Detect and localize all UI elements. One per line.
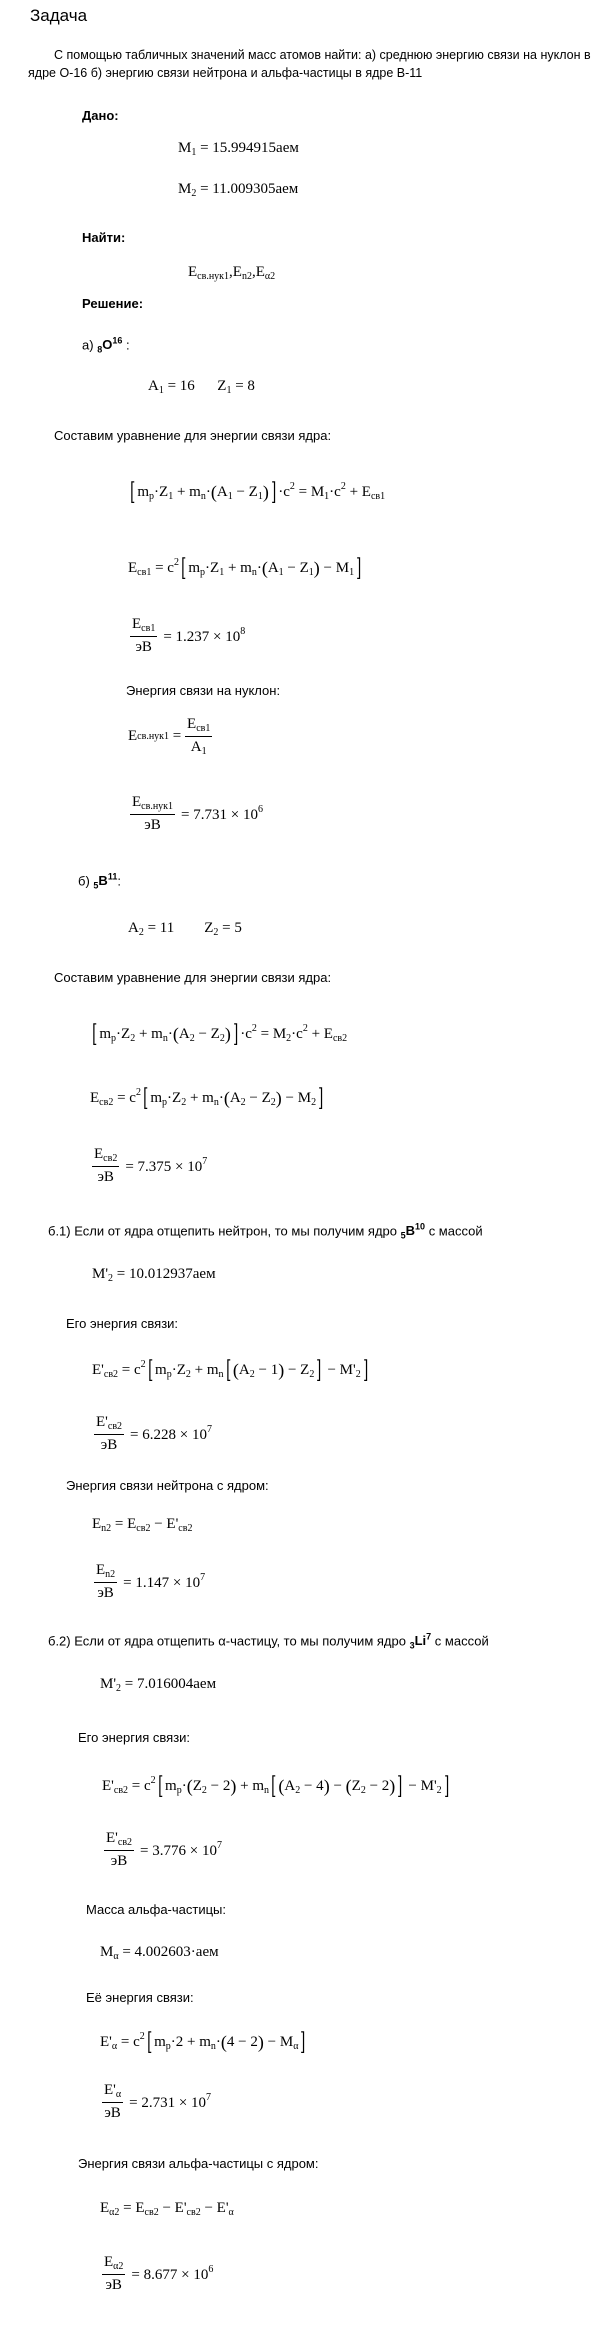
part-b-label: б) $_5B^{11}$: (78, 872, 121, 891)
part-b-mass-charge: $A_2 = 11$ $Z_2 = 5$ (128, 920, 242, 938)
given-mass-1: $M_1 = 15.994915аем$ (178, 140, 299, 158)
part-a-equation-2: $E_{св1} = c^2$[ $m_p\cdot Z_1 + m_n\cdot(A_1 - Z_1) - M_1$] (128, 554, 362, 582)
part-b-equation-2: $E_{св2} = c^2$[ $m_p\cdot Z_2 + m_n\cdot(A_2 - Z_2) - M_2$] (90, 1084, 324, 1112)
alpha-equation: $E'_\alpha = c^2$[ $m_p\cdot 2 + m_n\cdot(4 - 2) - M_\alpha$] (100, 2028, 306, 2056)
alpha-energy-label: Её энергия связи: (86, 1990, 194, 2005)
nucleus-b10: $_5B^{10}$ (400, 1222, 426, 1241)
part-a-mass-charge: $A_1 = 16$ $Z_1 = 8$ (148, 378, 255, 396)
find-expression: $E_{св.нук1},E_{n2},E_{\alpha 2}$ (188, 264, 276, 282)
per-nucleon-label: Энергия связи на нуклон: (126, 683, 281, 698)
part-b1-text: б.1) Если от ядра отщепить нейтрон, то мы получим ядро $_5B^{10}$ с массой (48, 1222, 483, 1241)
part-b1-result-2: $\frac{E_{n2}}{эВ}$ = $1.147 \times 10^7$ (96, 1562, 206, 1601)
part-b-equation-label: Составим уравнение для энергии связи ядра: (54, 970, 332, 985)
part-b2-equation: $E'_{св2} = c^2$[ $m_p\cdot(Z_2 - 2) + m_n$[ $(A_2 - 4) - (Z_2 - 2)] - M'_2$] (102, 1772, 449, 1800)
alpha-bind-result: $\frac{E_{\alpha 2}}{эВ}$ = $8.677 \times 10^6$ (104, 2254, 214, 2293)
part-b1-equation: $E'_{св2} = c^2$[ $m_p\cdot Z_2 + m_n$[ $(A_2 - 1) - Z_2] - M'_2$] (92, 1356, 368, 1384)
part-b2-text: б.2) Если от ядра отщепить α-частицу, то мы получим ядро $_3Li^7$ с массой (48, 1632, 489, 1651)
part-a-result-2: $\frac{E_{св.нук1}}{эВ}$ = $7.731 \times 10^6$ (132, 794, 263, 833)
given-mass-2: $M_2 = 11.009305аем$ (178, 181, 299, 199)
alpha-mass-label: Масса альфа-частицы: (86, 1902, 227, 1917)
page-title: Задача (30, 6, 88, 25)
nucleus-b11: $_5B^{11}$ (93, 872, 118, 891)
part-b1-energy-label: Его энергия связи: (66, 1316, 179, 1331)
solution-header: Решение: (82, 296, 144, 311)
part-a-label: а) $_8O^{16}$ : (82, 336, 130, 355)
part-b1-equation-neutron: $E_{n2} = E_{св2} - E'_{св2}$ (92, 1516, 193, 1534)
alpha-bind-label: Энергия связи альфа-частицы с ядром: (78, 2156, 319, 2171)
part-b1-mass: $M'_2 = 10.012937аем$ (92, 1266, 216, 1284)
part-b2-result-1: $\frac{E'_{св2}}{эВ}$ = $3.776 \times 10^7$ (106, 1830, 222, 1869)
nucleus-o16: $_8O^{16}$ (97, 336, 123, 355)
part-b2-energy-label: Его энергия связи: (78, 1730, 191, 1745)
part-b-equation-1: [ $m_p\cdot Z_2 + m_n\cdot(A_2 - Z_2)] \cdot c^2 = M_2\cdot c^2 + E_{св2}$ (92, 1020, 348, 1048)
part-b2-mass: $M'_2 = 7.016004аем$ (100, 1676, 217, 1694)
nucleus-li7: $_3Li^7$ (409, 1632, 432, 1651)
part-a-equation-3: E св.нук1 = $\frac{E_{св1}}{A_1}$ (128, 716, 211, 757)
alpha-mass: $M_\alpha = 4.002603\cdot аем$ (100, 1944, 219, 1962)
alpha-result: $\frac{E'_\alpha}{эВ}$ = $2.731 \times 10^7$ (104, 2082, 212, 2121)
find-header: Найти: (82, 230, 126, 245)
alpha-bind-equation: $E_{\alpha 2} = E_{св2} - E'_{св2} - E'_\alpha$ (100, 2200, 234, 2218)
part-b1-result-1: $\frac{E'_{св2}}{эВ}$ = $6.228 \times 10^7$ (96, 1414, 212, 1453)
part-a-equation-1: [ $m_p\cdot Z_1 + m_n\cdot(A_1 - Z_1)] \cdot c^2 = M_1\cdot c^2 + E_{св1}$ (130, 478, 386, 506)
part-a-equation-label: Составим уравнение для энергии связи ядра: (54, 428, 332, 443)
given-header: Дано: (82, 108, 119, 123)
part-b1-bind-label: Энергия связи нейтрона с ядром: (66, 1478, 269, 1493)
problem-statement: С помощью табличных значений масс атомов найти: а) среднюю энергию связи на нуклон в ядре О-16 б) энергию связи нейтрона и альфа-частицы в ядре В-11 (28, 48, 591, 80)
part-b-result-1: $\frac{E_{св2}}{эВ}$ = $7.375 \times 10^7$ (94, 1146, 208, 1185)
part-a-result-1: $\frac{E_{св1}}{эВ}$ = $1.237 \times 10^8$ (132, 616, 246, 655)
